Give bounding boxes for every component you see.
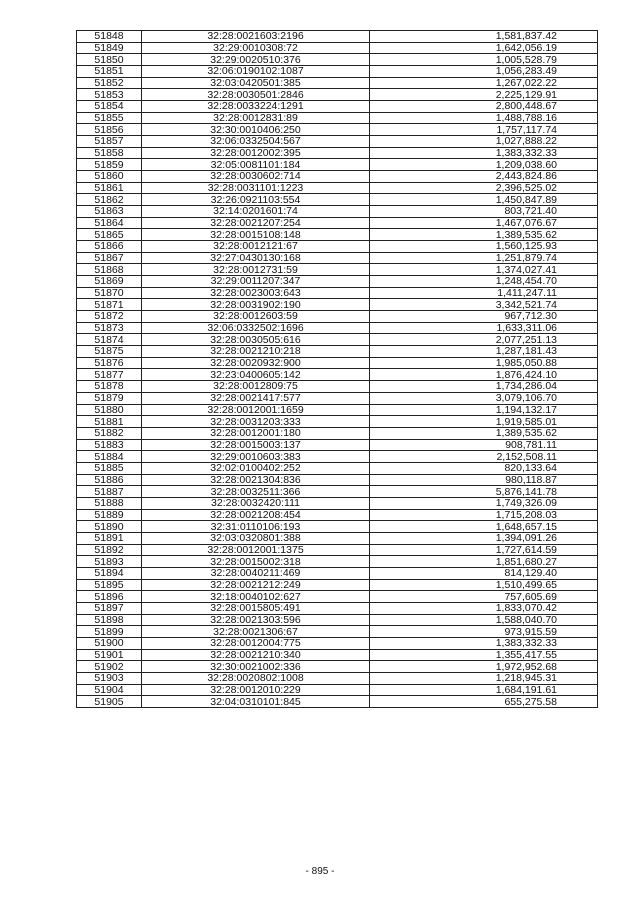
cadastral-number-cell: 32:23:0400605:142 — [142, 369, 370, 381]
row-number-cell: 51860 — [77, 171, 142, 183]
value-cell: 1,684,191.61 — [370, 684, 598, 696]
cadastral-number-cell: 32:28:0021208:454 — [142, 509, 370, 521]
table-row — [77, 509, 598, 521]
row-number-cell: 51871 — [77, 299, 142, 311]
cadastral-number-cell: 32:29:0010603:383 — [142, 451, 370, 463]
row-number-cell: 51886 — [77, 474, 142, 486]
cadastral-number-cell: 32:29:0020510:376 — [142, 54, 370, 66]
table-row — [77, 206, 598, 218]
value-cell: 2,225,129.91 — [370, 89, 598, 101]
cadastral-number-cell: 32:28:0015108:148 — [142, 229, 370, 241]
table-row — [77, 696, 598, 708]
row-number-cell: 51859 — [77, 159, 142, 171]
cadastral-number-cell: 32:28:0021210:218 — [142, 346, 370, 358]
table-row — [77, 136, 598, 148]
value-cell: 1,648,657.15 — [370, 521, 598, 533]
table-row — [77, 661, 598, 673]
value-cell: 1,919,585.01 — [370, 416, 598, 428]
row-number-cell: 51905 — [77, 696, 142, 708]
table-row — [77, 556, 598, 568]
table-row — [77, 626, 598, 638]
row-number-cell: 51890 — [77, 521, 142, 533]
cadastral-number-cell: 32:03:0320801:388 — [142, 532, 370, 544]
value-cell: 757,605.69 — [370, 591, 598, 603]
value-cell: 1,588,040.70 — [370, 614, 598, 626]
row-number-cell: 51892 — [77, 544, 142, 556]
value-cell: 1,287,181.43 — [370, 346, 598, 358]
value-cell: 1,757,117.74 — [370, 124, 598, 136]
table-row — [77, 124, 598, 136]
value-cell: 814,129.40 — [370, 567, 598, 579]
table-row — [77, 497, 598, 509]
value-cell: 1,488,788.16 — [370, 112, 598, 124]
cadastral-number-cell: 32:28:0020802:1008 — [142, 672, 370, 684]
row-number-cell: 51904 — [77, 684, 142, 696]
table-row — [77, 159, 598, 171]
cadastral-number-cell: 32:06:0190102:1087 — [142, 66, 370, 78]
cadastral-number-cell: 32:29:0011207:347 — [142, 276, 370, 288]
table-row — [77, 182, 598, 194]
value-cell: 980,118.87 — [370, 474, 598, 486]
cadastral-number-cell: 32:02:0100402:252 — [142, 462, 370, 474]
table-row — [77, 369, 598, 381]
cadastral-number-cell: 32:28:0012002:395 — [142, 147, 370, 159]
row-number-cell: 51877 — [77, 369, 142, 381]
row-number-cell: 51853 — [77, 89, 142, 101]
table-row — [77, 299, 598, 311]
cadastral-number-cell: 32:28:0032511:366 — [142, 486, 370, 498]
value-cell: 1,467,076.67 — [370, 217, 598, 229]
value-cell: 908,781.11 — [370, 439, 598, 451]
table-row — [77, 427, 598, 439]
value-cell: 2,800,448.67 — [370, 101, 598, 113]
row-number-cell: 51865 — [77, 229, 142, 241]
value-cell: 3,342,521.74 — [370, 299, 598, 311]
row-number-cell: 51863 — [77, 206, 142, 218]
row-number-cell: 51856 — [77, 124, 142, 136]
value-cell: 2,396,525.02 — [370, 182, 598, 194]
cadastral-number-cell: 32:28:0030602:714 — [142, 171, 370, 183]
row-number-cell: 51852 — [77, 77, 142, 89]
value-cell: 1,394,091.26 — [370, 532, 598, 544]
value-cell: 1,389,535.62 — [370, 427, 598, 439]
row-number-cell: 51884 — [77, 451, 142, 463]
row-number-cell: 51902 — [77, 661, 142, 673]
cadastral-number-cell: 32:28:0021603:2196 — [142, 31, 370, 43]
cadastral-number-cell: 32:28:0012001:180 — [142, 427, 370, 439]
table-row — [77, 66, 598, 78]
cadastral-number-cell: 32:28:0015002:318 — [142, 556, 370, 568]
value-cell: 1,374,027.41 — [370, 264, 598, 276]
table-row — [77, 112, 598, 124]
table-row — [77, 591, 598, 603]
cadastral-number-cell: 32:14:0201601:74 — [142, 206, 370, 218]
row-number-cell: 51883 — [77, 439, 142, 451]
cadastral-number-cell: 32:28:0012001:1375 — [142, 544, 370, 556]
value-cell: 1,218,945.31 — [370, 672, 598, 684]
value-cell: 1,027,888.22 — [370, 136, 598, 148]
row-number-cell: 51887 — [77, 486, 142, 498]
cadastral-number-cell: 32:28:0012121:67 — [142, 241, 370, 253]
table-row — [77, 252, 598, 264]
value-cell: 655,275.58 — [370, 696, 598, 708]
table-row — [77, 649, 598, 661]
row-number-cell: 51888 — [77, 497, 142, 509]
value-cell: 1,355,417.55 — [370, 649, 598, 661]
value-cell: 1,985,050.88 — [370, 357, 598, 369]
table-row — [77, 346, 598, 358]
cadastral-number-cell: 32:28:0021304:836 — [142, 474, 370, 486]
row-number-cell: 51861 — [77, 182, 142, 194]
value-cell: 1,209,038.60 — [370, 159, 598, 171]
table-row — [77, 241, 598, 253]
table-row — [77, 287, 598, 299]
table-row — [77, 684, 598, 696]
value-cell: 1,749,326.09 — [370, 497, 598, 509]
row-number-cell: 51857 — [77, 136, 142, 148]
cadastral-number-cell: 32:28:0012809:75 — [142, 381, 370, 393]
row-number-cell: 51851 — [77, 66, 142, 78]
table-row — [77, 357, 598, 369]
row-number-cell: 51872 — [77, 311, 142, 323]
value-cell: 1,005,528.79 — [370, 54, 598, 66]
value-cell: 1,734,286.04 — [370, 381, 598, 393]
value-cell: 1,251,879.74 — [370, 252, 598, 264]
table-row — [77, 579, 598, 591]
cadastral-number-cell: 32:28:0031902:190 — [142, 299, 370, 311]
table-row — [77, 276, 598, 288]
table-row — [77, 672, 598, 684]
row-number-cell: 51848 — [77, 31, 142, 43]
value-cell: 2,152,508.11 — [370, 451, 598, 463]
cadastral-number-cell: 32:06:0332502:1696 — [142, 322, 370, 334]
table-row — [77, 77, 598, 89]
table-row — [77, 439, 598, 451]
value-cell: 1,833,070.42 — [370, 602, 598, 614]
value-cell: 973,915.59 — [370, 626, 598, 638]
row-number-cell: 51901 — [77, 649, 142, 661]
row-number-cell: 51903 — [77, 672, 142, 684]
table-row — [77, 311, 598, 323]
cadastral-number-cell: 32:28:0012010:229 — [142, 684, 370, 696]
cadastral-number-cell: 32:31:0110106:193 — [142, 521, 370, 533]
cadastral-number-cell: 32:27:0430130:168 — [142, 252, 370, 264]
value-cell: 1,972,952.68 — [370, 661, 598, 673]
row-number-cell: 51881 — [77, 416, 142, 428]
row-number-cell: 51869 — [77, 276, 142, 288]
cadastral-number-cell: 32:28:0031203:333 — [142, 416, 370, 428]
cadastral-number-cell: 32:28:0012004:775 — [142, 637, 370, 649]
table-row — [77, 31, 598, 43]
cadastral-number-cell: 32:28:0012001:1659 — [142, 404, 370, 416]
cadastral-number-cell: 32:30:0010406:250 — [142, 124, 370, 136]
table-row — [77, 637, 598, 649]
table-body — [77, 31, 598, 708]
cadastral-number-cell: 32:28:0015003:137 — [142, 439, 370, 451]
table-row — [77, 392, 598, 404]
row-number-cell: 51891 — [77, 532, 142, 544]
row-number-cell: 51868 — [77, 264, 142, 276]
table-row — [77, 42, 598, 54]
row-number-cell: 51889 — [77, 509, 142, 521]
table-row — [77, 264, 598, 276]
cadastral-number-cell: 32:28:0031101:1223 — [142, 182, 370, 194]
row-number-cell: 51850 — [77, 54, 142, 66]
table-row — [77, 54, 598, 66]
value-cell: 1,248,454.70 — [370, 276, 598, 288]
value-cell: 820,133.64 — [370, 462, 598, 474]
table-row — [77, 544, 598, 556]
cadastral-number-cell: 32:28:0012831:89 — [142, 112, 370, 124]
cadastral-number-cell: 32:28:0021306:67 — [142, 626, 370, 638]
value-cell: 1,851,680.27 — [370, 556, 598, 568]
page-number: - 895 - — [305, 866, 335, 877]
value-cell: 5,876,141.78 — [370, 486, 598, 498]
cadastral-number-cell: 32:28:0021210:340 — [142, 649, 370, 661]
table-row — [77, 567, 598, 579]
table-row — [77, 532, 598, 544]
row-number-cell: 51854 — [77, 101, 142, 113]
value-cell: 967,712.30 — [370, 311, 598, 323]
table-row — [77, 521, 598, 533]
row-number-cell: 51879 — [77, 392, 142, 404]
row-number-cell: 51880 — [77, 404, 142, 416]
table-row — [77, 171, 598, 183]
cadastral-number-cell: 32:05:0081101:184 — [142, 159, 370, 171]
row-number-cell: 51864 — [77, 217, 142, 229]
table-row — [77, 474, 598, 486]
value-cell: 803,721.40 — [370, 206, 598, 218]
cadastral-number-cell: 32:28:0023003:643 — [142, 287, 370, 299]
cadastral-number-cell: 32:28:0033224:1291 — [142, 101, 370, 113]
row-number-cell: 51882 — [77, 427, 142, 439]
row-number-cell: 51897 — [77, 602, 142, 614]
cadastral-number-cell: 32:03:0420501:385 — [142, 77, 370, 89]
table-row — [77, 89, 598, 101]
row-number-cell: 51898 — [77, 614, 142, 626]
value-cell: 1,642,056.19 — [370, 42, 598, 54]
value-cell: 1,411,247.11 — [370, 287, 598, 299]
table-row — [77, 602, 598, 614]
row-number-cell: 51874 — [77, 334, 142, 346]
table-row — [77, 381, 598, 393]
value-cell: 1,383,332.33 — [370, 147, 598, 159]
value-cell: 2,443,824.86 — [370, 171, 598, 183]
table-row — [77, 147, 598, 159]
table-row — [77, 101, 598, 113]
value-cell: 1,633,311.06 — [370, 322, 598, 334]
table-row — [77, 322, 598, 334]
cadastral-number-cell: 32:28:0015805:491 — [142, 602, 370, 614]
row-number-cell: 51894 — [77, 567, 142, 579]
table-row — [77, 334, 598, 346]
value-cell: 1,727,614.59 — [370, 544, 598, 556]
cadastral-number-cell: 32:28:0021212:249 — [142, 579, 370, 591]
table-row — [77, 451, 598, 463]
row-number-cell: 51893 — [77, 556, 142, 568]
value-cell: 1,560,125.93 — [370, 241, 598, 253]
table-row — [77, 217, 598, 229]
cadastral-number-cell: 32:28:0030505:616 — [142, 334, 370, 346]
cadastral-number-cell: 32:28:0021207:254 — [142, 217, 370, 229]
cadastral-number-cell: 32:30:0021002:336 — [142, 661, 370, 673]
cadastral-number-cell: 32:26:0921103:554 — [142, 194, 370, 206]
cadastral-number-cell: 32:18:0040102:627 — [142, 591, 370, 603]
value-cell: 3,079,106.70 — [370, 392, 598, 404]
row-number-cell: 51895 — [77, 579, 142, 591]
table-row — [77, 229, 598, 241]
cadastral-number-cell: 32:28:0012603:59 — [142, 311, 370, 323]
row-number-cell: 51878 — [77, 381, 142, 393]
value-cell: 1,267,022.22 — [370, 77, 598, 89]
row-number-cell: 51900 — [77, 637, 142, 649]
value-cell: 1,383,332.33 — [370, 637, 598, 649]
cadastral-number-cell: 32:28:0021303:596 — [142, 614, 370, 626]
cadastral-number-cell: 32:06:0332504:567 — [142, 136, 370, 148]
value-cell: 1,510,499.65 — [370, 579, 598, 591]
row-number-cell: 51875 — [77, 346, 142, 358]
cadastral-number-cell: 32:28:0021417:577 — [142, 392, 370, 404]
row-number-cell: 51873 — [77, 322, 142, 334]
table-row — [77, 486, 598, 498]
row-number-cell: 51876 — [77, 357, 142, 369]
table-row — [77, 404, 598, 416]
table-row — [77, 614, 598, 626]
cadastral-number-cell: 32:28:0040211:469 — [142, 567, 370, 579]
value-cell: 1,876,424.10 — [370, 369, 598, 381]
cadastral-number-cell: 32:04:0310101:845 — [142, 696, 370, 708]
value-cell: 1,581,837.42 — [370, 31, 598, 43]
row-number-cell: 51885 — [77, 462, 142, 474]
cadastral-number-cell: 32:28:0020932:900 — [142, 357, 370, 369]
row-number-cell: 51899 — [77, 626, 142, 638]
value-cell: 1,389,535.62 — [370, 229, 598, 241]
value-cell: 2,077,251.13 — [370, 334, 598, 346]
cadastral-number-cell: 32:29:0010308:72 — [142, 42, 370, 54]
table-row — [77, 462, 598, 474]
value-cell: 1,450,847.89 — [370, 194, 598, 206]
value-cell: 1,715,208.03 — [370, 509, 598, 521]
row-number-cell: 51862 — [77, 194, 142, 206]
row-number-cell: 51870 — [77, 287, 142, 299]
row-number-cell: 51867 — [77, 252, 142, 264]
row-number-cell: 51896 — [77, 591, 142, 603]
value-cell: 1,194,132.17 — [370, 404, 598, 416]
cadastral-number-cell: 32:28:0030501:2846 — [142, 89, 370, 101]
cadastral-number-cell: 32:28:0032420:111 — [142, 497, 370, 509]
value-cell: 1,056,283.49 — [370, 66, 598, 78]
row-number-cell: 51858 — [77, 147, 142, 159]
row-number-cell: 51855 — [77, 112, 142, 124]
cadastral-number-cell: 32:28:0012731:59 — [142, 264, 370, 276]
cadastral-value-table — [76, 30, 598, 708]
table-row — [77, 194, 598, 206]
row-number-cell: 51849 — [77, 42, 142, 54]
row-number-cell: 51866 — [77, 241, 142, 253]
table-row — [77, 416, 598, 428]
